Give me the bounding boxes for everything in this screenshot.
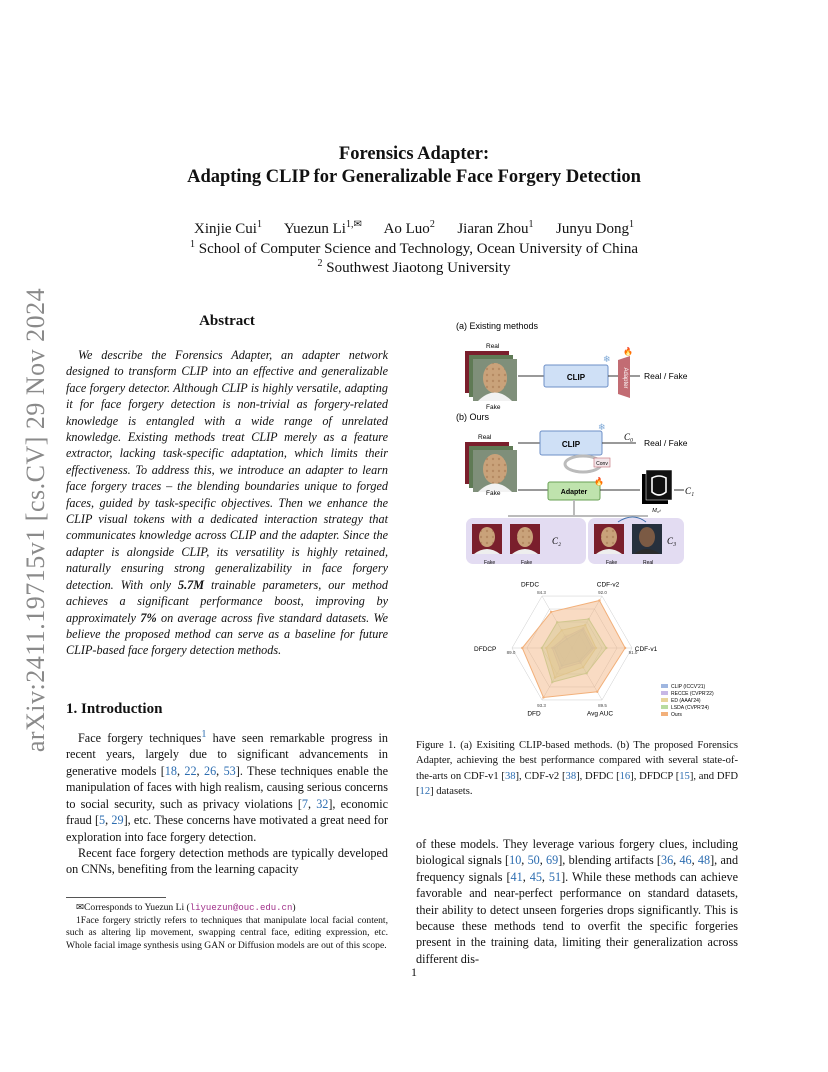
- author-list: [0, 219, 828, 238]
- citation-link[interactable]: 29: [111, 813, 124, 828]
- c1-label: C₁: [685, 486, 695, 496]
- citation-link[interactable]: 15: [679, 770, 690, 782]
- radar-max-label: 84.3: [537, 590, 546, 596]
- radar-axis-label: CDF-v2: [596, 581, 620, 589]
- svg-text:Fake: Fake: [486, 490, 501, 497]
- affiliation-2: $^2$ Southwest Jiaotong University: [317, 258, 511, 276]
- radar-max-label: 93.3: [537, 702, 546, 708]
- introduction-body: [66, 727, 388, 878]
- c3-label: C₃: [667, 536, 677, 546]
- citation-link[interactable]: 7: [301, 796, 308, 811]
- author: Ao Luo$^2$: [383, 219, 435, 237]
- footnotes: [66, 902, 388, 952]
- arxiv-identifier: arXiv:2411.19715v1 [cs.CV] 29 Nov 2024: [21, 287, 50, 753]
- figure-1: [448, 318, 728, 724]
- fake-label: Fake: [486, 404, 501, 411]
- svg-text:Fake: Fake: [606, 560, 618, 566]
- email-link[interactable]: liyuezun@ouc.edu.cn: [189, 903, 293, 913]
- legend-swatch: [661, 705, 668, 709]
- abstract-heading: Abstract: [199, 313, 255, 329]
- radar-axis-label: DFDC: [520, 581, 540, 589]
- svg-text:Real: Real: [478, 434, 492, 441]
- legend-swatch: [661, 698, 668, 702]
- citation-link[interactable]: 51: [548, 869, 562, 884]
- svg-text:Real: Real: [643, 560, 654, 566]
- author: Jiaran Zhou$^1$: [457, 219, 534, 237]
- c2-label: C₂: [552, 536, 562, 546]
- citation-link[interactable]: 46: [679, 853, 692, 868]
- citation-link[interactable]: 22: [184, 763, 197, 778]
- radar-axis-label: Avg AUC: [586, 710, 614, 718]
- radar-point: [550, 611, 552, 613]
- chart-legend: [661, 684, 714, 718]
- figure-1-caption: Figure 1. (a) Exisiting CLIP-based methods. (b) The proposed Forensics Adapter, achieving the best performance compared with several state-of-the-arts on CDF-v1 [38], CDF-v2 [38], DFDC [16], DFDCP [15], and DFD [12] datasets.: [416, 740, 739, 798]
- page-number: 1: [411, 965, 417, 979]
- svg-text:CLIP: CLIP: [561, 440, 581, 449]
- radar-series: [522, 600, 625, 697]
- citation-link[interactable]: 38: [565, 770, 577, 782]
- author: Yuezun $Li^{1,✉}$: [283, 219, 362, 237]
- affiliation-1: $^1$ School of Computer Science and Technology, Ocean University of China: [189, 239, 638, 257]
- citation-link[interactable]: 18: [164, 763, 177, 778]
- citation-link[interactable]: 32: [316, 796, 329, 811]
- output-label-a: Real / Fake: [644, 371, 688, 381]
- citation-link[interactable]: 50: [527, 853, 540, 868]
- svg-text:Adapter: Adapter: [560, 489, 588, 496]
- mask-label: M₀ₜ: [652, 508, 661, 514]
- citation-link[interactable]: 45: [529, 869, 542, 884]
- footnote-corresponding: ✉Corresponds to Yuezun Li (liyuezun@ouc.edu.cn): [76, 902, 296, 913]
- citation-link[interactable]: 48: [697, 853, 711, 868]
- legend-entry: LSDA (CVPR'24): [671, 705, 709, 711]
- fire-icon: 🔥: [623, 347, 633, 356]
- face-image-stack: [465, 442, 517, 492]
- radar-point: [598, 599, 600, 601]
- radar-max-label: 89.5: [598, 702, 607, 708]
- paragraph: Face forgery techniques$^1$ have seen remarkable progress in recent years, largely due to significant advancements in generative models [18, 22, 26, 53]. These techniques enable the manipulation of faces with high realism, causing serious concerns to social security, such as privacy violations [7, 32], economic fraud [5, 29], etc. These concerns have motivated a great need for exploration into face forgery detection.: [66, 729, 389, 844]
- fire-icon: 🔥: [594, 477, 604, 486]
- radar-max-label: 92.0: [598, 590, 607, 596]
- svg-text:Fake: Fake: [484, 560, 496, 566]
- face-image-stack: [465, 351, 517, 401]
- legend-entry: ED (AAAI'24): [671, 698, 701, 704]
- radar-max-label: 89.0: [506, 650, 516, 655]
- footnote-rule: [66, 897, 166, 898]
- radar-axis-label: DFD: [527, 710, 541, 718]
- figure-label-b: (b) Ours: [456, 412, 490, 422]
- legend-entry: CLIP (ICCV'21): [671, 684, 706, 690]
- radar-point: [624, 647, 626, 649]
- citation-link[interactable]: 69: [546, 853, 559, 868]
- adapter-label-a: Adapter: [622, 367, 628, 389]
- radar-axis-label: DFDCP: [474, 646, 497, 653]
- conv-label: Conv: [596, 461, 608, 467]
- right-column-body: of these models. They leverage various forgery clues, including biological signals [10, 50, 69], blending artifacts [36, 46, 48], and frequency signals [41, 45, 51]. While these methods can achieve favorable and near-perfect performance on standard datasets, their ability to detect unseen forgeries drops significantly. This is because these methods tend to overfit the specific forgeries present in the training data, limiting their generalization across different dis-: [416, 837, 739, 966]
- author: Xinjie Cui$^1$: [194, 219, 262, 237]
- legend-entry: Ours: [671, 712, 682, 718]
- paragraph: Recent face forgery detection methods are typically developed on CNNs, benefiting from the learning capacity: [66, 845, 388, 877]
- citation-link[interactable]: 38: [504, 770, 516, 782]
- citation-link[interactable]: 16: [619, 770, 631, 782]
- radar-point: [596, 691, 598, 693]
- real-label: Real: [486, 343, 500, 350]
- svg-text:Fake: Fake: [521, 560, 533, 566]
- citation-link[interactable]: 53: [223, 763, 236, 778]
- clip-label: CLIP: [566, 373, 586, 382]
- c0-label: C₀: [624, 432, 634, 442]
- citation-link[interactable]: 12: [419, 786, 431, 798]
- abstract-body: We describe the Forensics Adapter, an adapter network designed to transform CLIP into an effective and generalizable face forgery detector. Although CLIP is highly versatile, adapting it for face forgery detection is non-trivial as forgery-related knowledge is entangled with a wide range of unrelated knowledge. Existing methods treat CLIP merely as a feature extractor, lacking task-specific adaptation, which limits their effectiveness. To address this, we introduce an adapter to learn face forgery traces – the blending boundaries unique to forged faces, guided by task-specific objectives. Then we enhance the CLIP visual tokens with a dedicated interaction strategy that communicates knowledge across CLIP and the adapter. Since the adapter is alongside CLIP, its versatility is highly retained, naturally ensuring strong generalizability in face forgery detection. With only 5.7M trainable parameters, our method achieves a significant performance boost, improving by approximately 7% on average across five standard datasets. We believe the proposed method can serve as a baseline for future CLIP-based face forgery detection methods.: [66, 348, 389, 658]
- citation-link[interactable]: 36: [660, 853, 674, 868]
- paper-title-line2: Adapting CLIP for Generalizable Face Forgery Detection: [187, 167, 641, 187]
- paper-title-line1: Forensics Adapter:: [338, 144, 490, 164]
- citation-link[interactable]: 41: [510, 869, 523, 884]
- radar-point: [521, 647, 523, 649]
- legend-swatch: [661, 691, 668, 695]
- section-heading-introduction: 1. Introduction: [66, 701, 163, 717]
- radar-max-label: 91.0: [628, 650, 638, 655]
- radar-point: [542, 696, 544, 698]
- citation-link[interactable]: 10: [509, 853, 522, 868]
- snowflake-icon: ❄: [603, 354, 611, 364]
- snowflake-icon: ❄: [598, 422, 606, 432]
- citation-link[interactable]: 5: [99, 813, 106, 828]
- legend-swatch: [661, 712, 668, 716]
- citation-link[interactable]: 26: [203, 763, 217, 778]
- legend-entry: RECCE (CVPR'22): [671, 691, 714, 697]
- radar-chart: [474, 582, 658, 718]
- figure-label-a: (a) Existing methods: [456, 321, 539, 331]
- footnote-1: 1Face forgery strictly refers to techniques that manipulate local facial content, such as altering lip movement, swapping central face, editing expression, etc. Whole facial image synthesis using GAN or Diffusion models are out of this scope.: [66, 914, 388, 951]
- output-label-b: Real / Fake: [644, 438, 688, 448]
- radar-axis-label: CDF-v1: [634, 646, 658, 653]
- author: Junyu Dong$^1$: [556, 219, 634, 237]
- legend-swatch: [661, 684, 668, 688]
